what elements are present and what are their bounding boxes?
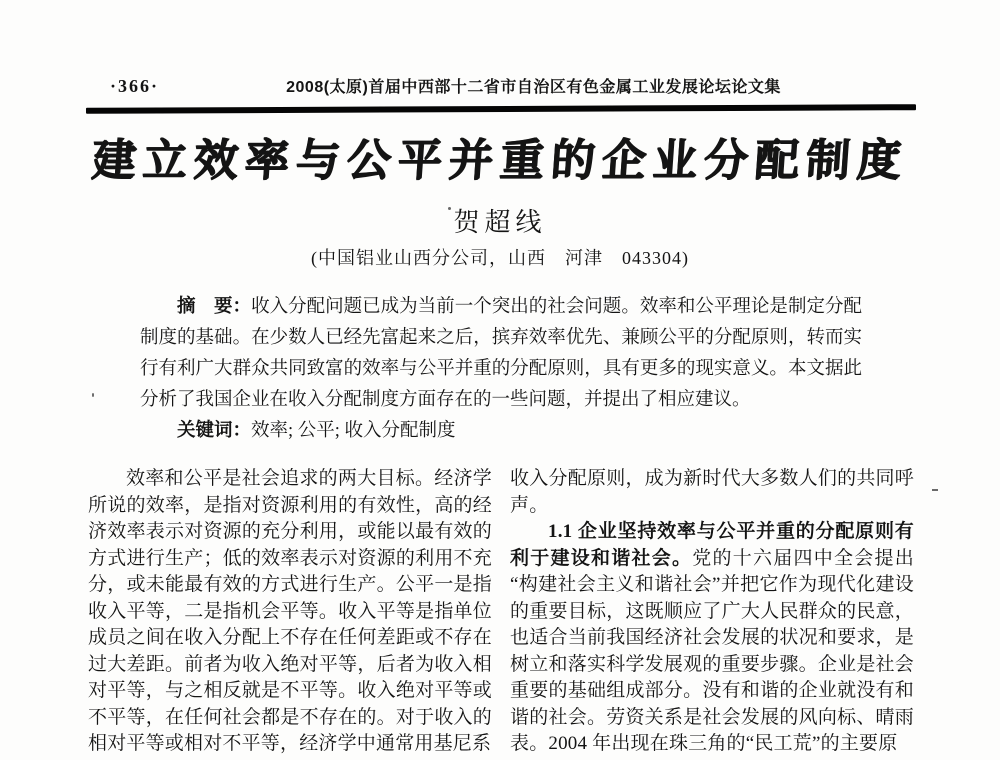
article-title: 建立效率与公平并重的企业分配制度: [89, 136, 910, 185]
keywords-label: 关键词：: [177, 421, 252, 441]
left-column: [88, 466, 492, 760]
abstract-text: 收入分配问题已成为当前一个突出的社会问题。效率和公平理论是制定分配制度的基础。在少数人已经先富起来之后，摈弃效率优先、兼顾公平的分配原则，转而实行有利广大群众共同致富的效率与公平并重的分配原则，具有更多的现实意义。本文据此分析了我国企业在收入分配制度方面存在的一些问题，并提出了相应建议。: [140, 297, 862, 410]
right-column-continuation: 收入分配原则，成为新时代大多数人们的共同呼声。: [510, 468, 914, 516]
running-head: [110, 74, 908, 97]
proceedings-title: 2008(太原)首届中西部十二省市自治区有色金属工业发展论坛论文集: [286, 79, 781, 96]
right-column: [510, 466, 914, 760]
abstract-block: [140, 292, 862, 447]
author-affiliation: (中国铝业山西分公司，山西 河津 043304): [311, 248, 689, 268]
header-rule: [86, 104, 916, 114]
body-columns: [88, 466, 914, 760]
scan-artifact: [448, 207, 451, 210]
scan-artifact: [932, 489, 938, 491]
right-column-text: 党的十六届四中全会提出“构建社会主义和谐社会”并把它作为现代化建设的重要目标，这既顺应了广大人民群众的民意，也适合当前我国经济社会发展的状况和要求，是树立和落实科学发展观的重要步骤。企业是社会重要的基础组成部分。没有和谐的企业就没有和谐的社会。劳资关系是社会发展的风向标、晴雨表。2004 年出现在珠三角的“民工荒”的主要原: [510, 547, 914, 754]
keywords-line: [140, 416, 862, 447]
left-column-text: 效率和公平是社会追求的两大目标。经济学所说的效率，是指对资源利用的有效性，高的经济效率表示对资源的充分利用，或能以最有效的方式进行生产；低的效率表示对资源的利用不充分，或未能最有效的方式进行生产。公平一是指收入平等，二是指机会平等。收入平等是指单位成员之间在收入分配上不存在任何差距或不存在过大差距。前者为收入绝对平等，后者为收入相对平等，与之相反就是不平等。收入绝对平等或不平等，在任何社会都是不存在的。对于收入的相对平等或相对不平等，经济学中通常用基尼系: [88, 468, 492, 754]
keywords-text: 效率; 公平; 收入分配制度: [251, 421, 456, 441]
page-number: ·366·: [110, 76, 160, 96]
abstract-paragraph: [140, 292, 862, 416]
body-paragraph: [510, 519, 914, 758]
section-heading: 1.1 企业坚持效率与公平并重的分配原则有利于建设和谐社会。: [510, 521, 914, 569]
body-paragraph-continuation: [510, 466, 914, 519]
body-paragraph: [88, 466, 492, 758]
author-name: 贺超线: [453, 208, 547, 237]
scan-artifact: [92, 393, 94, 397]
abstract-label: 摘 要：: [177, 297, 252, 317]
